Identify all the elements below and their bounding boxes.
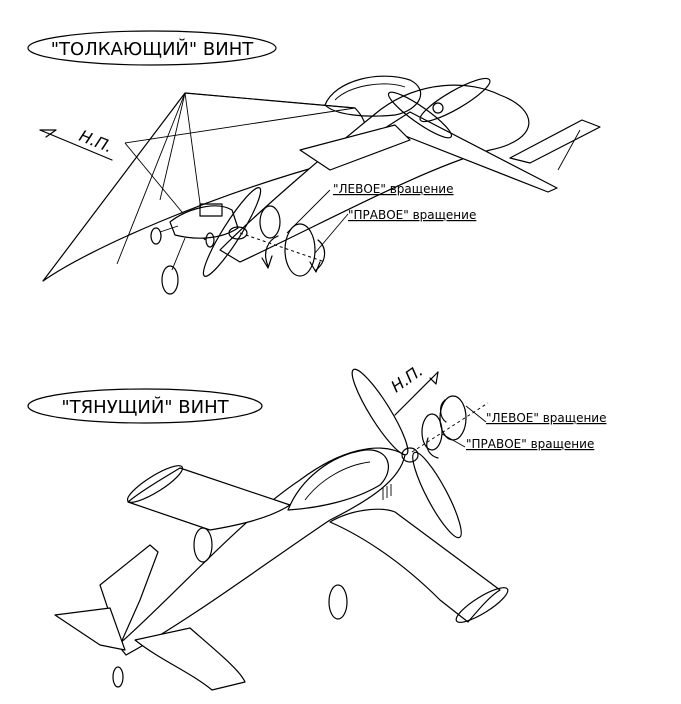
pusher-aircraft — [43, 72, 600, 294]
pusher-flight-direction-arrow — [40, 126, 115, 160]
tractor-title-badge — [28, 389, 262, 423]
pusher-title-badge — [28, 31, 276, 65]
pusher-direction-label: Н.П. — [76, 126, 116, 157]
pusher-figure — [28, 31, 600, 294]
tractor-flight-direction-arrow — [387, 361, 438, 415]
tractor-left-rotation-label: "ЛЕВОЕ" вращение — [486, 411, 607, 425]
pusher-right-rotation-label: "ПРАВОЕ" вращение — [348, 208, 477, 222]
tractor-title: "ТЯНУЩИЙ" ВИНТ — [61, 397, 229, 418]
tractor-right-rotation-label: "ПРАВОЕ" вращение — [466, 437, 595, 451]
pusher-title: "ТОЛКАЮЩИЙ" ВИНТ — [50, 39, 254, 60]
tractor-figure — [28, 361, 606, 690]
pusher-left-rotation-label: "ЛЕВОЕ" вращение — [333, 182, 454, 196]
tractor-direction-label: Н.П. — [387, 361, 427, 397]
